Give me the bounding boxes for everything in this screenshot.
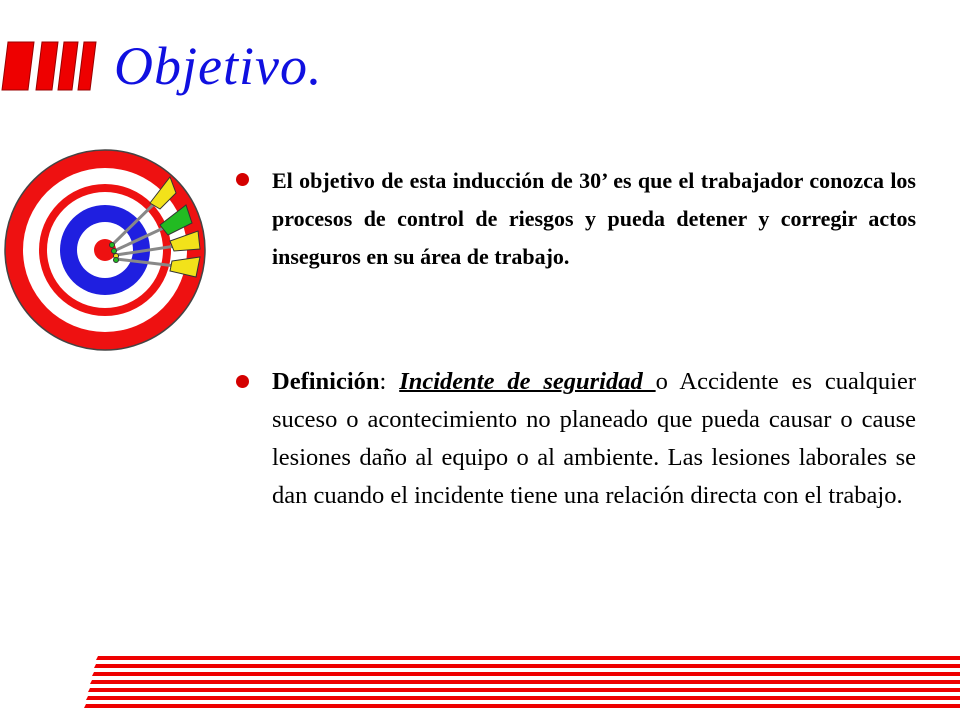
bullet-dot-icon bbox=[236, 173, 249, 186]
footer-decoration-stripes bbox=[84, 655, 960, 711]
bullet-objective bbox=[236, 162, 916, 276]
bullet-definition bbox=[236, 363, 916, 515]
bullet-dot-icon bbox=[236, 375, 249, 388]
definition-body: o Accidente es cualquier suceso o acontecimiento no planeado que pueda causar o cause lesiones daño al equipo o al ambiente. Las lesiones laborales se dan cuando el incidente tiene una relación directa con el trabajo. bbox=[272, 368, 916, 509]
definition-separator: : bbox=[379, 368, 400, 395]
definition-label: Definición bbox=[272, 368, 380, 395]
definition-text bbox=[272, 363, 916, 515]
title-decoration-bars bbox=[0, 38, 110, 94]
definition-term: Incidente de seguridad bbox=[399, 368, 656, 395]
target-with-darts-icon bbox=[0, 145, 220, 390]
objective-text: El objetivo de esta inducción de 30’ es que el trabajador conozca los procesos de control de riesgos y pueda detener y corregir actos inseguros en su área de trabajo. bbox=[272, 168, 916, 269]
slide-title: Objetivo. bbox=[114, 36, 323, 96]
